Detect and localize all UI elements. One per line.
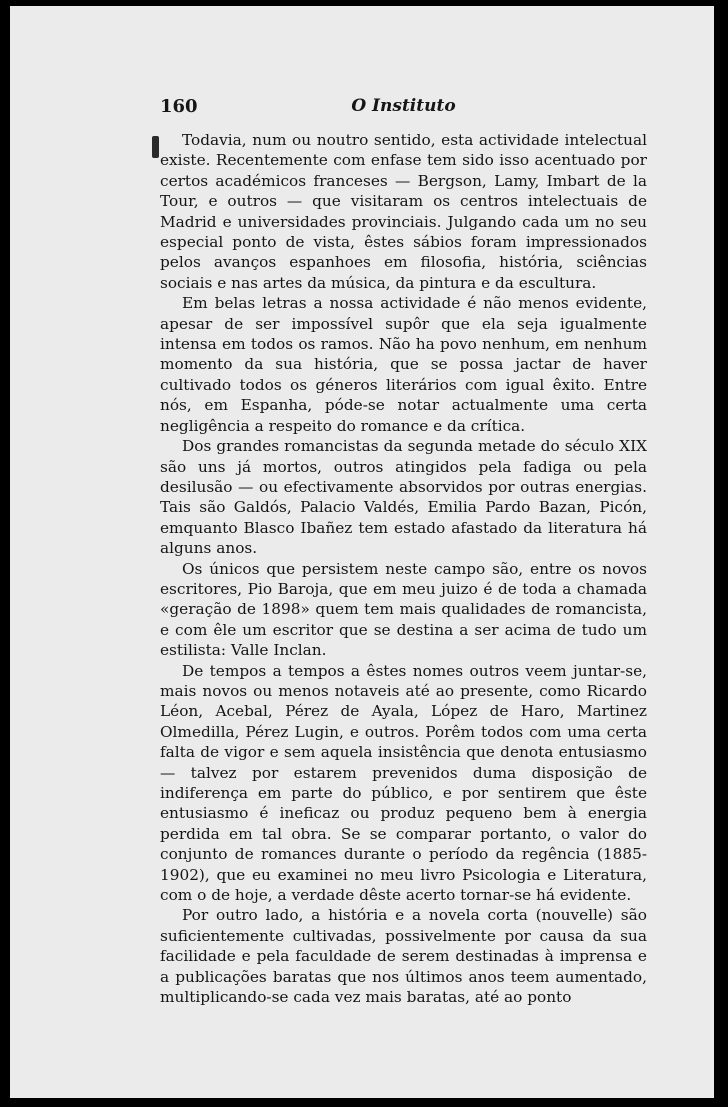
scanned-page <box>10 6 714 1098</box>
margin-mark-icon <box>152 136 159 158</box>
paragraph: Em belas letras a nossa actividade é não menos evidente, apesar de ser impossível supôr que ela seja igualmente intensa em todos os ramos. Não ha povo nenhum, em nenhum momento da sua história, que se possa jactar de haver cultivado todos os géneros literários com igual êxito. Entre nós, em Espanha, póde-se notar actualmente uma certa negligência a respeito do romance e da crítica. <box>160 294 647 435</box>
page-number: 160 <box>160 96 198 117</box>
paragraph: Dos grandes romancistas da segunda metade do século XIX são uns já mortos, outros atingidos pela fadiga ou pela desilusão — ou efectivamente absorvidos por outras energias. Tais são Galdós, Palacio Valdés, Emilia Pardo Bazan, Picón, emquanto Blasco Ibañez tem estado afastado da literatura há alguns anos. <box>160 437 647 558</box>
paragraph: Todavia, num ou noutro sentido, esta actividade intelectual existe. Recentemente com enfase tem sido isso acentuado por certos académicos franceses — Bergson, Lamy, Imbart de la Tour, e outros — que visitaram os centros intelectuais de Madrid e universidades provinciais. Julgando cada um no seu especial ponto de vista, êstes sábios foram impressionados pelos avanços espanhoes em filosofia, história, sciências sociais e nas artes da música, da pintura e da escultura. <box>160 131 647 292</box>
paragraph: De tempos a tempos a êstes nomes outros veem juntar-se, mais novos ou menos notaveis até ao presente, como Ricardo Léon, Acebal, Pérez de Ayala, López de Haro, Martinez Olmedilla, Pérez Lugin, e outros. Porêm todos com uma certa falta de vigor e sem aquela insistência que denota entusiasmo — talvez por estarem prevenidos duma disposição de indiferença em parte do público, e por sentirem que êste entusiasmo é ineficaz ou produz pequeno bem à energia perdida em tal obra. Se se comparar portanto, o valor do conjunto de romances durante o período da regência (1885-1902), que eu examinei no meu livro Psicologia e Literatura, com o de hoje, a verdade dêste acerto tornar-se há evidente. <box>160 661 647 905</box>
paragraph: Por outro lado, a história e a novela corta (nouvelle) são suficientemente cultivadas, possivelmente por causa da sua facilidade e pela faculdade de serem destinadas à imprensa e a publicações baratas que nos últimos anos teem aumentado, multiplicando-se cada vez mais baratas, até ao ponto <box>160 906 647 1007</box>
running-title: O Instituto <box>351 96 456 116</box>
page-header <box>160 96 647 120</box>
body-text <box>160 130 647 1007</box>
paragraph: Os únicos que persistem neste campo são, entre os novos escritores, Pio Baroja, que em meu juizo é de toda a chamada «geração de 1898» quem tem mais qualidades de romancista, e com êle um escritor que se destina a ser acima de tudo um estilista: Valle Inclan. <box>160 559 647 660</box>
